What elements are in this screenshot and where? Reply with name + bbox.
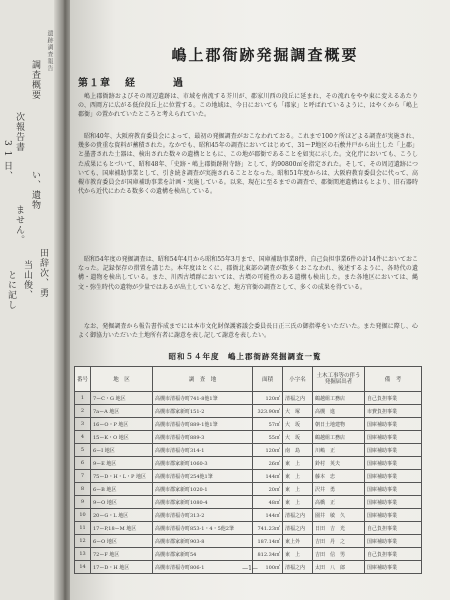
applicant-cell: 吉田 信 男: [313, 548, 365, 561]
left-page-column: 3 1 日、: [2, 140, 12, 182]
table-row: [75, 496, 422, 509]
left-page-column: ません。: [14, 205, 24, 245]
remarks-cell: 国庫補助事業: [365, 561, 422, 574]
district-cell: 72ーF 地区: [91, 548, 153, 561]
remarks-cell: 国庫補助事業: [365, 470, 422, 483]
location-cell: 高槻市清福寺町889-1他1筆: [153, 418, 253, 431]
area-cell: 323.90㎡: [253, 405, 283, 418]
header-cell: 地 区: [91, 367, 153, 392]
applicant-cell: 高槻 進: [313, 405, 365, 418]
survey-table: [74, 366, 422, 574]
area-cell: 144㎡: [253, 470, 283, 483]
left-page-column: 調査概要: [30, 60, 40, 100]
location-cell: 高槻市清福寺町853-1・4・5他2筆: [153, 522, 253, 535]
applicant-cell: 吉田 丹 之: [313, 535, 365, 548]
document-page: [70, 0, 450, 600]
row-number-cell: 7: [75, 470, 91, 483]
left-page-column: とに記し: [6, 270, 16, 310]
area-cell: 187.14㎡: [253, 535, 283, 548]
district-cell: 6ーO 地区: [91, 535, 153, 548]
location-cell: 高槻市清福寺町889-3: [153, 431, 253, 444]
row-number-cell: 11: [75, 522, 91, 535]
table-row: [75, 509, 422, 522]
district-cell: 16ーO・P 地区: [91, 418, 153, 431]
header-cell: 備 考: [365, 367, 422, 392]
location-cell: 高槻市郡家新町1060-3: [153, 457, 253, 470]
district-cell: 6ーI 地区: [91, 444, 153, 457]
district-cell: 75ーD・H・L・P 地区: [91, 470, 153, 483]
aza-name-cell: 東 上: [283, 548, 313, 561]
remarks-cell: 国庫補助事業: [365, 457, 422, 470]
table-row: [75, 522, 422, 535]
remarks-cell: 国庫補助事業: [365, 509, 422, 522]
table-row: [75, 483, 422, 496]
district-cell: 17ーD・H 地区: [91, 561, 153, 574]
applicant-cell: 高橋 正: [313, 496, 365, 509]
table-row: [75, 431, 422, 444]
table-title: 昭和５４年度 嶋上郡衙跡発掘調査一覧: [168, 352, 322, 361]
applicant-cell: 鶴越組工務店: [313, 392, 365, 405]
aza-name-cell: 東 上: [283, 483, 313, 496]
district-cell: 15ーK・O 地区: [91, 431, 153, 444]
area-cell: 57㎡: [253, 418, 283, 431]
area-cell: 48㎡: [253, 496, 283, 509]
left-page-column: 次報告書: [14, 112, 24, 152]
paragraph: 嶋上郡衙跡およびその周辺遺跡は、市域を南流する芥川が、郡家川西の段丘に延まれ、その流れをやや東に変えるあたりの、西岡方に広がる低位段丘上に位置する。この地域は、今日においても「郡家」と呼ばれているように、はやくから「嶋上郡衙」の置かれていたところと考えられていた。: [78, 93, 418, 119]
remarks-cell: 国庫補助事業: [365, 431, 422, 444]
applicant-cell: 太田 八 郎: [313, 561, 365, 574]
row-number-cell: 9: [75, 496, 91, 509]
row-number-cell: 10: [75, 509, 91, 522]
table-row: [75, 457, 422, 470]
location-cell: 高槻市清福寺町254他1筆: [153, 470, 253, 483]
location-cell: 高槻市清福寺町314-1: [153, 444, 253, 457]
area-cell: 55㎡: [253, 431, 283, 444]
remarks-cell: 国庫補助事業: [365, 483, 422, 496]
table-row: [75, 444, 422, 457]
district-cell: 6ーB 地区: [91, 483, 153, 496]
header-cell: 調 査 地: [153, 367, 253, 392]
row-number-cell: 13: [75, 548, 91, 561]
location-cell: 高槻市郡家新町903-8: [153, 535, 253, 548]
location-cell: 高槻市郡家新町1080-4: [153, 496, 253, 509]
area-cell: 100㎡: [253, 561, 283, 574]
area-cell: 20㎡: [253, 483, 283, 496]
page-number: —1—: [242, 565, 258, 572]
page-title: 嶋上郡衙跡発掘調査概要: [171, 46, 359, 64]
aza-name-cell: 清福之内: [283, 522, 313, 535]
remarks-cell: 自己負担事業: [365, 392, 422, 405]
row-number-cell: 8: [75, 483, 91, 496]
header-cell: 小字名: [283, 367, 313, 392]
applicant-cell: 沢井 勇: [313, 483, 365, 496]
location-cell: 高槻市清福寺町806-1: [153, 561, 253, 574]
area-cell: 812.34㎡: [253, 548, 283, 561]
district-cell: 9ーE 地区: [91, 457, 153, 470]
left-page-column: 遺跡調査報告: [46, 30, 53, 72]
applicant-cell: 鈴村 英夫: [313, 457, 365, 470]
table-row: [75, 392, 422, 405]
location-cell: 高槻市清福寺町313-2: [153, 509, 253, 522]
aza-name-cell: 清福之内: [283, 561, 313, 574]
table-row: [75, 535, 422, 548]
header-cell: 番号: [75, 367, 91, 392]
location-cell: 高槻市郡家新町54: [153, 548, 253, 561]
remarks-cell: 市費負担事業: [365, 405, 422, 418]
aza-name-cell: 大 坂: [283, 431, 313, 444]
area-cell: 120㎡: [253, 392, 283, 405]
table-header-row: [75, 367, 422, 392]
aza-name-cell: 南 島: [283, 444, 313, 457]
remarks-cell: 国庫補助事業: [365, 444, 422, 457]
left-page-column: 当山俊、: [22, 260, 32, 300]
row-number-cell: 12: [75, 535, 91, 548]
header-cell: 面積: [253, 367, 283, 392]
row-number-cell: 14: [75, 561, 91, 574]
remarks-cell: 国庫補助事業: [365, 418, 422, 431]
chapter-heading: [78, 74, 197, 89]
remarks-cell: 国庫補助事業: [365, 535, 422, 548]
row-number-cell: 1: [75, 392, 91, 405]
district-cell: 20ーG・L 地区: [91, 509, 153, 522]
aza-name-cell: 清福之内: [283, 509, 313, 522]
row-number-cell: 3: [75, 418, 91, 431]
remarks-cell: 自己負担事業: [365, 548, 422, 561]
aza-name-cell: 東上外: [283, 535, 313, 548]
applicant-cell: 川嶋 正: [313, 444, 365, 457]
district-cell: 7ーC・G 地区: [91, 392, 153, 405]
paragraph: 昭和40年、大阪府教育委員会によって、最初の発掘調査がおこなわれておる。これまで100ケ所ほどよる調査が実施され、幾多の貴重な資料が蓄積された。なかでも、昭和45年の調査においてはじめて、31ーP地区の石敷井戸から出土した「上郡」と墨書された土器は、検出された数々の遺構とともに、この地が郡衙であることを如実に示した。文化庁においても、こうした成果にもとづいて、昭和48年、「史跡・嶋上郡衙跡附寺跡」として、約90800㎡を指定された。そして、その周辺遺跡についても、国庫補助事業として、引き続き調査が実施されることとなった。昭和51年度からは、大阪府教育委員会に代って、高槻市教育委員会が国庫補助事業を計画・実施している。以来、現在に至るまでの調査で、郡衙関連遺構はもとより、旧石器時代から近代にわたる数多くの遺構を検出している。: [78, 133, 418, 196]
row-number-cell: 2: [75, 405, 91, 418]
left-page-column: い、遺物: [30, 170, 40, 210]
row-number-cell: 5: [75, 444, 91, 457]
applicant-cell: 園井 敏 久: [313, 509, 365, 522]
left-page: [0, 0, 58, 600]
table-row: [75, 470, 422, 483]
area-cell: 120㎡: [253, 444, 283, 457]
applicant-cell: 日田 吉 光: [313, 522, 365, 535]
aza-name-cell: 東 上: [283, 470, 313, 483]
area-cell: 144㎡: [253, 509, 283, 522]
location-cell: 高槻市郡家新町1020-1: [153, 483, 253, 496]
district-cell: 7aーA 地区: [91, 405, 153, 418]
applicant-cell: 藤本 忠: [313, 470, 365, 483]
applicant-cell: 鶴越組工務店: [313, 431, 365, 444]
remarks-cell: 自己負担事業: [365, 522, 422, 535]
table-row: [75, 418, 422, 431]
chapter-label: 第１章: [78, 78, 111, 89]
left-page-column: 田辞次、勇: [38, 248, 48, 298]
aza-name-cell: 東 上: [283, 496, 313, 509]
location-cell: 高槻市郡家新町151-2: [153, 405, 253, 418]
table-row: [75, 405, 422, 418]
district-cell: 17ーP,18ーM 地区: [91, 522, 153, 535]
area-cell: 26㎡: [253, 457, 283, 470]
row-number-cell: 6: [75, 457, 91, 470]
paragraph: 昭和54年度の発掘調査は、昭和54年4月から昭和55年3月まで、国庫補助事業8件、自己負担事業6件の計14件においておこなった。記録保存の措置を講じた。本年度はとくに、郡衙北東部の調査が数多くおこなわれ、後述するように、各時代の遺構・遺物を検出している。また、川西古墳群においては、古墳の可能性のある遺構も検出した。また各地区においては、縄文・弥生時代の遺物が少量ではあるが出土しているなど、地方官衙の調査として、多くの成果を得ている。: [78, 256, 418, 291]
aza-name-cell: 東 上: [283, 457, 313, 470]
aza-name-cell: 大 坂: [283, 418, 313, 431]
table-row: [75, 548, 422, 561]
location-cell: 高槻市清福寺町741-8他1筆: [153, 392, 253, 405]
aza-name-cell: 大 塚: [283, 405, 313, 418]
chapter-name: 経 過: [125, 78, 197, 89]
remarks-cell: 国庫補助事業: [365, 496, 422, 509]
aza-name-cell: 清福之内: [283, 392, 313, 405]
header-cell: 土木工事等の伴う発掘届出者: [313, 367, 365, 392]
district-cell: 9ーO 地区: [91, 496, 153, 509]
applicant-cell: 朝日土地建物: [313, 418, 365, 431]
paragraph: なお、発掘調査から報告書作成までには本市文化財保護審議会委員長日正三氏の御指導をいただいた。また発掘に際し、心よく御協力いただいた土地所有者に謝意を表し記して謝意を表したい。: [78, 323, 418, 340]
row-number-cell: 4: [75, 431, 91, 444]
area-cell: 741.23㎡: [253, 522, 283, 535]
